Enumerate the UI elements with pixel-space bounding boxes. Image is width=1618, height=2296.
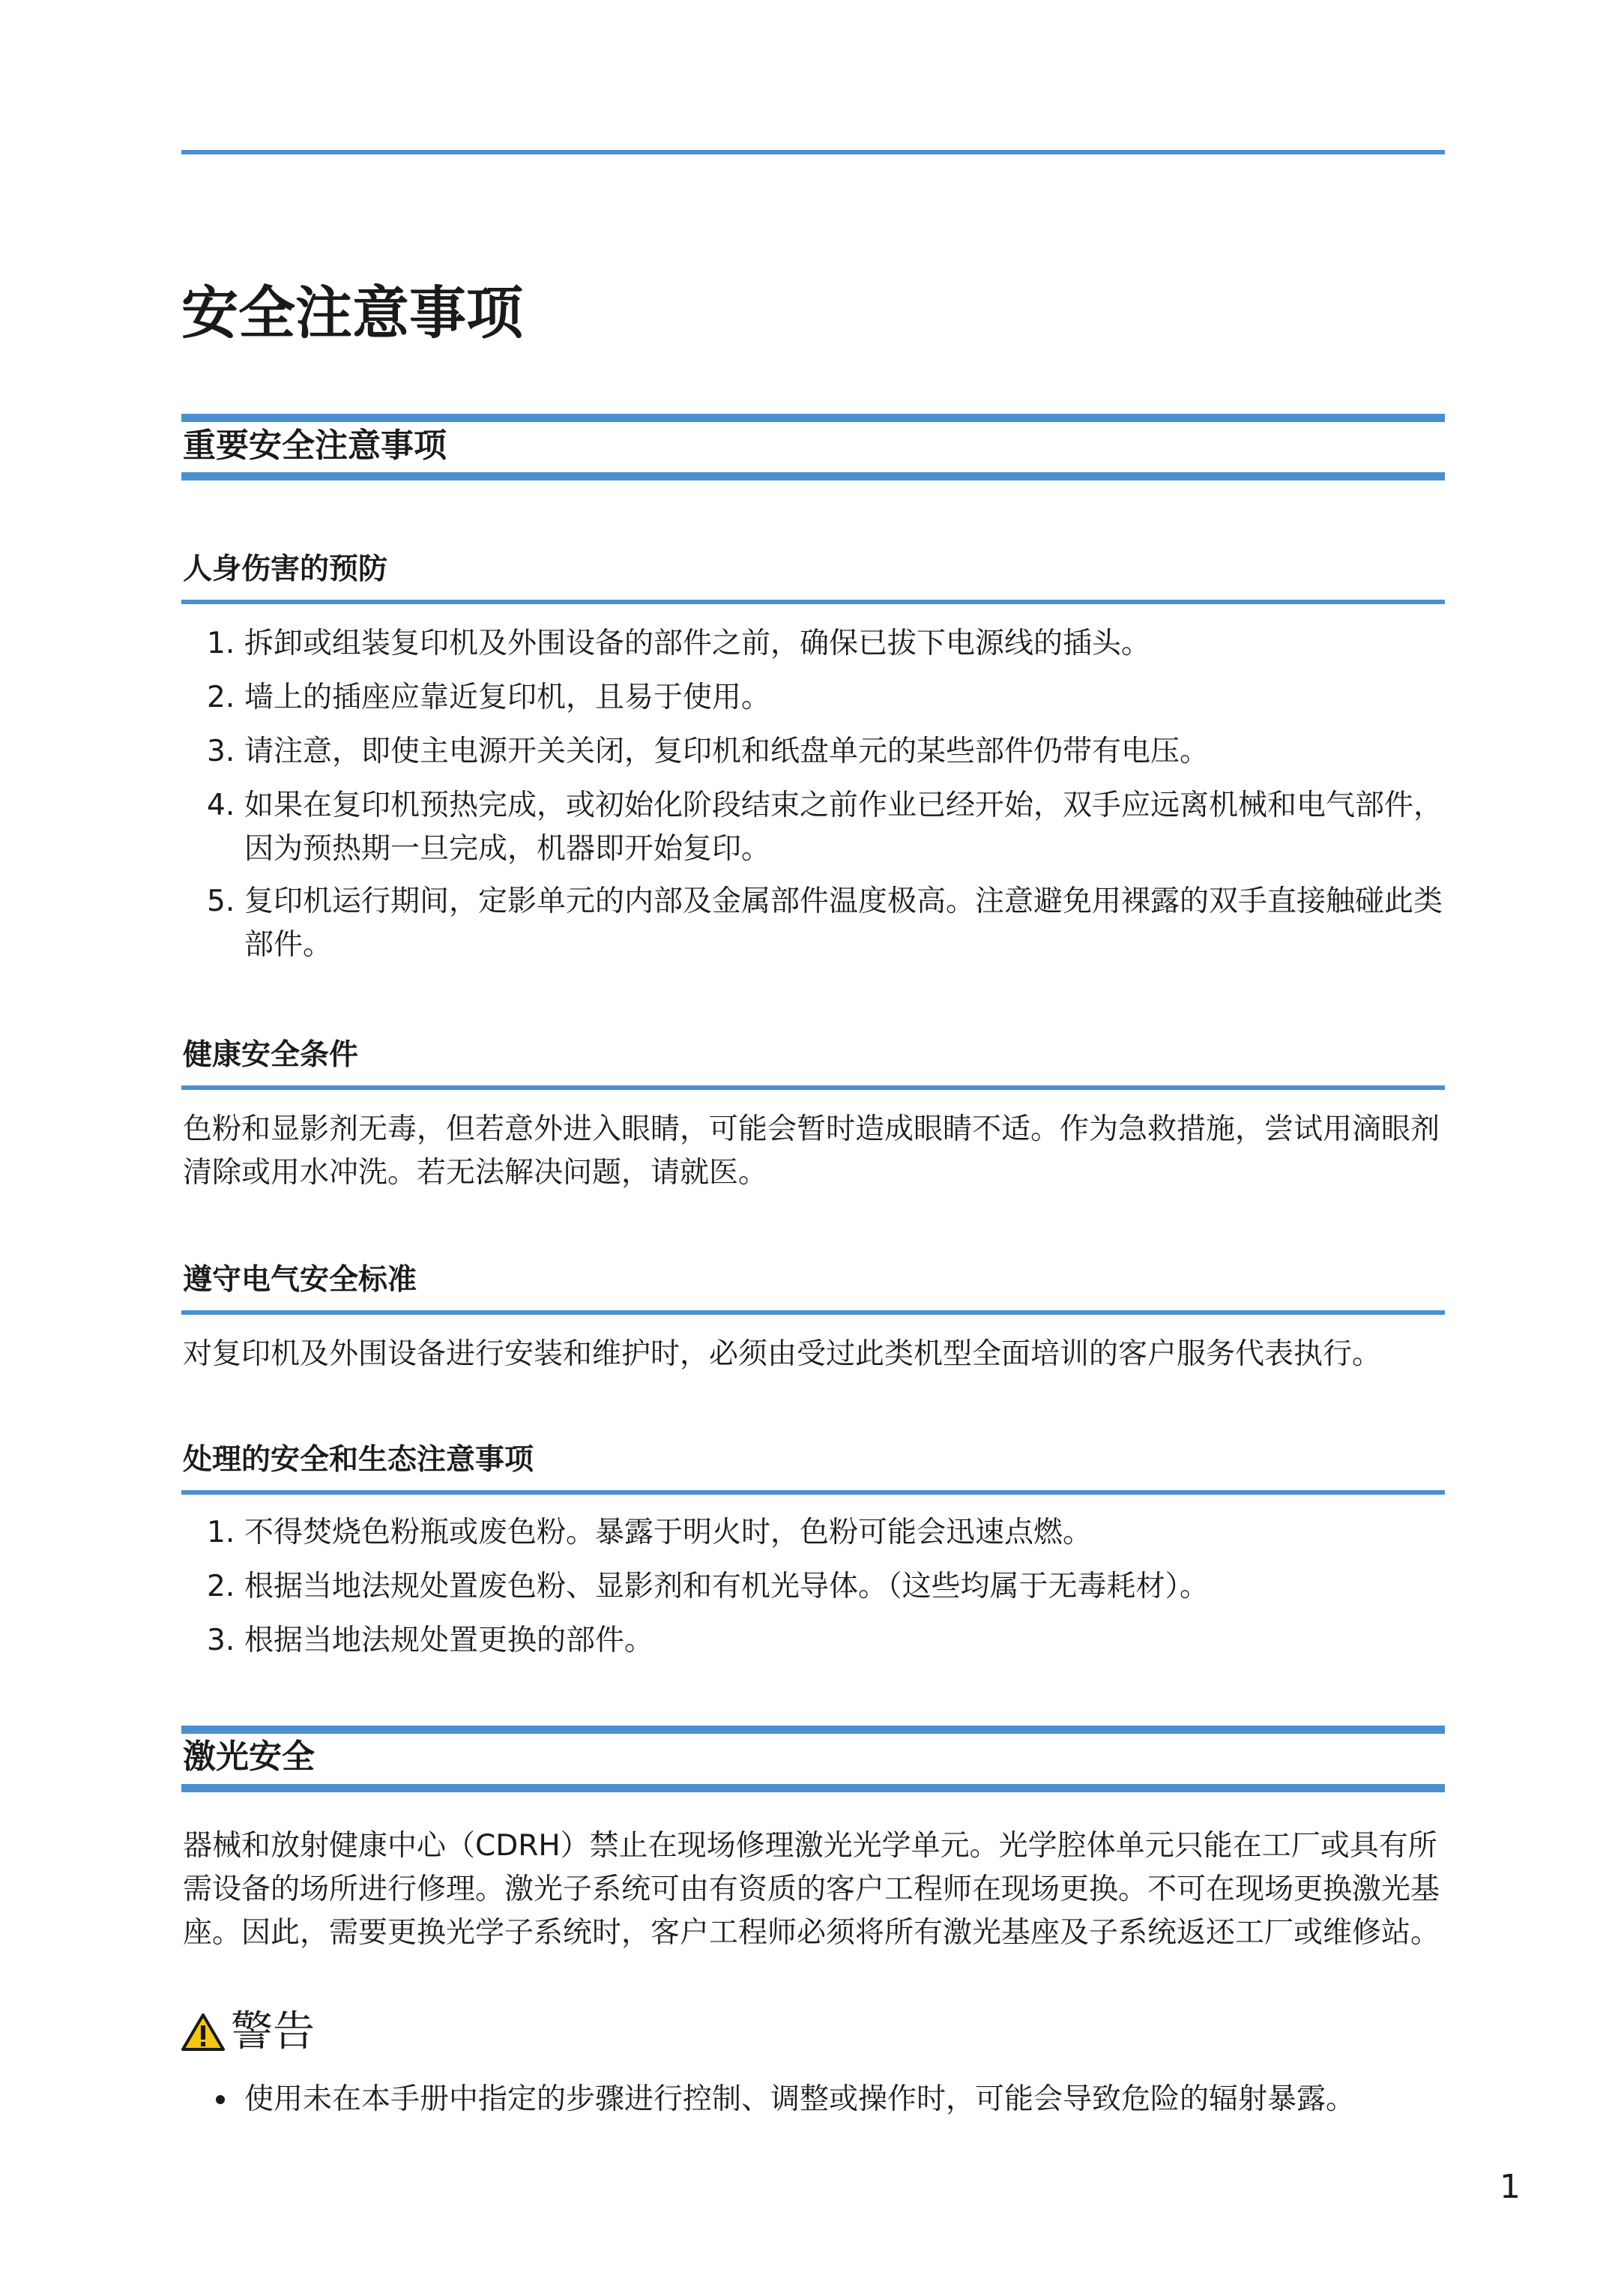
top-rule bbox=[181, 150, 1445, 154]
bullet-dot bbox=[216, 2095, 225, 2104]
list-number: 5. bbox=[207, 885, 235, 918]
list-number: 1. bbox=[207, 627, 235, 660]
subsection-rule bbox=[181, 1085, 1445, 1090]
list-number: 2. bbox=[207, 1570, 235, 1603]
warning-label: 警告 bbox=[231, 2007, 315, 2056]
warning-text: 使用未在本手册中指定的步骤进行控制、调整或操作时，可能会导致危险的辐射暴露。 bbox=[244, 2082, 1356, 2116]
section-heading-important: 重要安全注意事项 bbox=[183, 427, 447, 465]
page-number: 1 bbox=[1500, 2168, 1521, 2206]
warning-triangle-icon bbox=[181, 2013, 225, 2052]
laser-paragraph: 器械和放射健康中心（CDRH）禁止在现场修理激光光学单元。光学腔体单元只能在工厂或具有所需设备的场所进行修理。激光子系统可由有资质的客户工程师在现场更换。不可在现场更换激光基座。因此，需要更换光学子系统时，客户工程师必须将所有激光基座及子系统返还工厂或维修站。 bbox=[183, 1829, 1440, 1950]
list-text: 拆卸或组装复印机及外围设备的部件之前，确保已拔下电源线的插头。 bbox=[244, 627, 1151, 660]
list-text: 请注意，即使主电源开关关闭，复印机和纸盘单元的某些部件仍带有电压。 bbox=[244, 735, 1210, 768]
list-text: 墙上的插座应靠近复印机，且易于使用。 bbox=[244, 681, 771, 714]
page-title: 安全注意事项 bbox=[181, 280, 523, 346]
list-text: 复印机运行期间，定影单元的内部及金属部件温度极高。注意避免用裸露的双手直接触碰此类部件。 bbox=[244, 885, 1443, 962]
section-rule-top bbox=[181, 1726, 1445, 1734]
list-number: 4. bbox=[207, 789, 235, 822]
list-text: 根据当地法规处置更换的部件。 bbox=[244, 1624, 654, 1657]
subsection-rule bbox=[181, 1490, 1445, 1495]
subsection-heading-electrical: 遵守电气安全标准 bbox=[183, 1263, 417, 1297]
subsection-heading-injury: 人身伤害的预防 bbox=[183, 552, 388, 586]
list-text: 根据当地法规处置废色粉、显影剂和有机光导体。（这些均属于无毒耗材）。 bbox=[244, 1570, 1210, 1603]
subsection-rule bbox=[181, 600, 1445, 604]
list-number: 2. bbox=[207, 681, 235, 714]
health-paragraph: 色粉和显影剂无毒，但若意外进入眼睛，可能会暂时造成眼睛不适。作为急救措施，尝试用滴眼剂清除或用水冲洗。若无法解决问题，请就医。 bbox=[183, 1112, 1440, 1190]
subsection-rule bbox=[181, 1310, 1445, 1315]
list-number: 3. bbox=[207, 735, 235, 768]
section-rule-bottom bbox=[181, 1784, 1445, 1792]
subsection-heading-health: 健康安全条件 bbox=[183, 1038, 359, 1072]
section-heading-laser: 激光安全 bbox=[183, 1738, 315, 1776]
section-rule-bottom bbox=[181, 472, 1445, 480]
section-rule-top bbox=[181, 414, 1445, 422]
warning-heading bbox=[181, 2006, 315, 2058]
list-number: 3. bbox=[207, 1624, 235, 1657]
subsection-heading-disposal: 处理的安全和生态注意事项 bbox=[183, 1443, 534, 1477]
list-number: 1. bbox=[207, 1516, 235, 1549]
electrical-paragraph: 对复印机及外围设备进行安装和维护时，必须由受过此类机型全面培训的客户服务代表执行。 bbox=[183, 1337, 1382, 1371]
list-text: 不得焚烧色粉瓶或废色粉。暴露于明火时，色粉可能会迅速点燃。 bbox=[244, 1516, 1093, 1549]
list-text: 如果在复印机预热完成，或初始化阶段结束之前作业已经开始，双手应远离机械和电气部件，因为预热期一旦完成，机器即开始复印。 bbox=[244, 789, 1443, 866]
